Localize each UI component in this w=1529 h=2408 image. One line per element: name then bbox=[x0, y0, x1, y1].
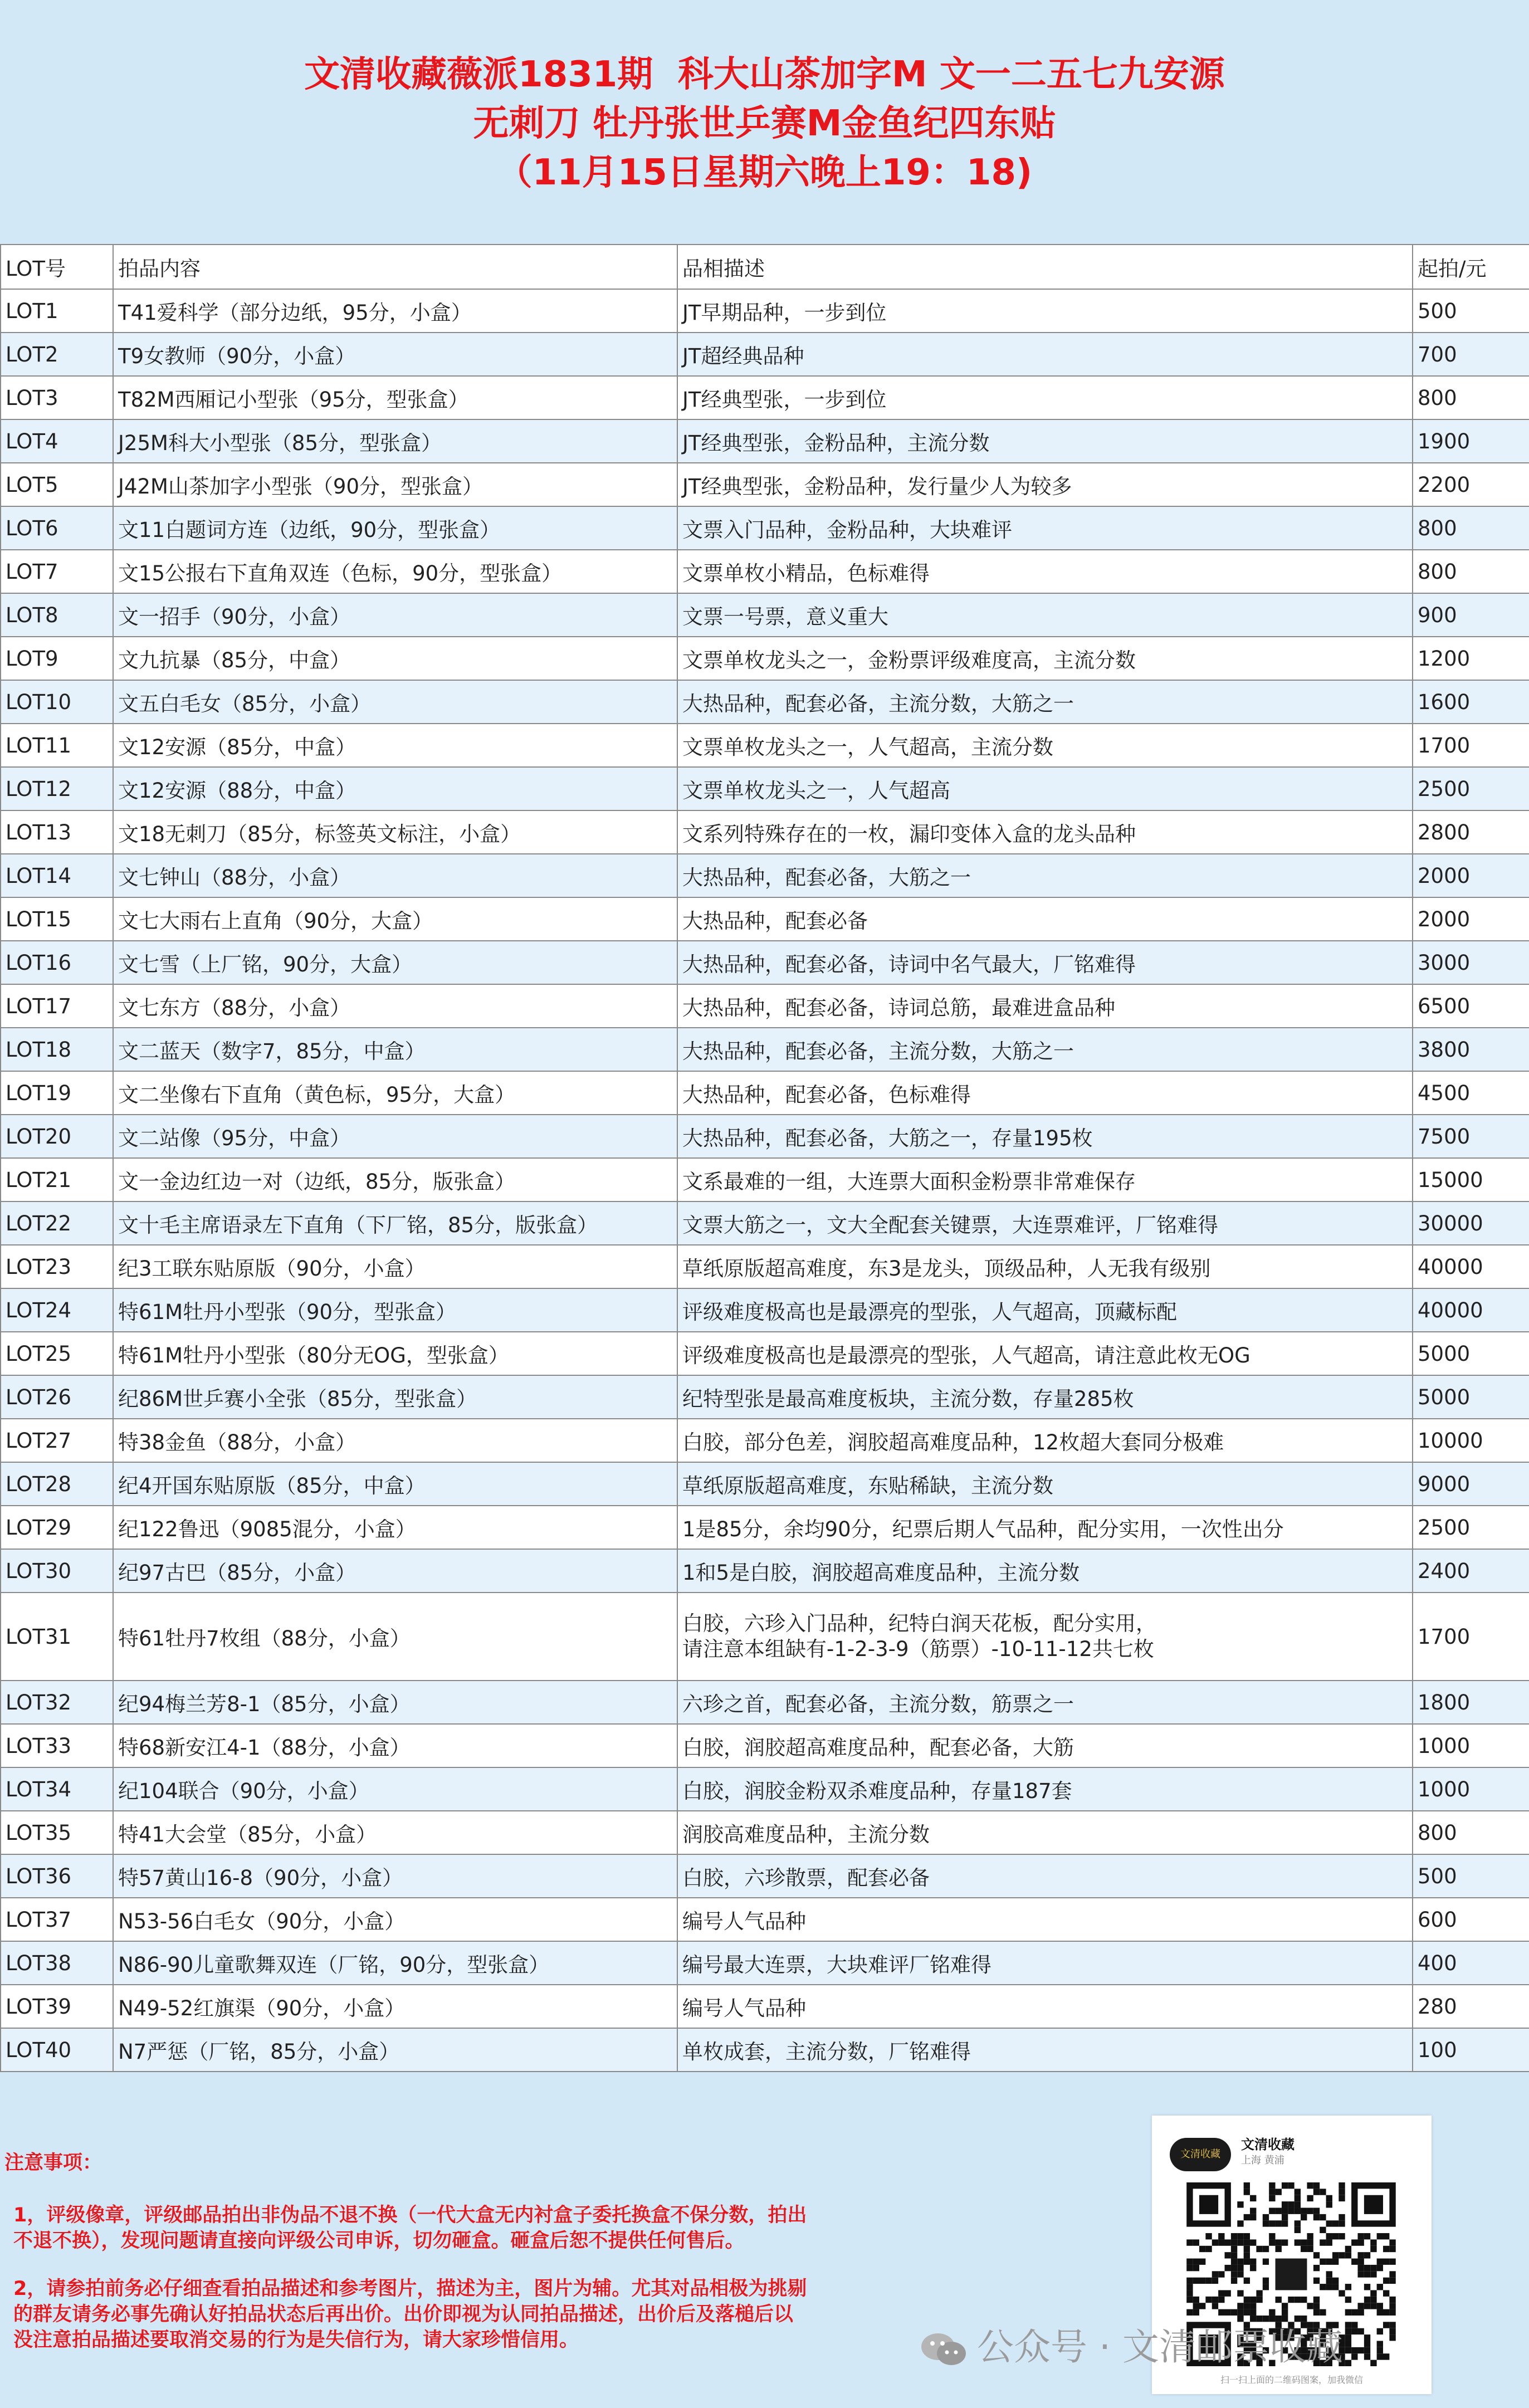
lot-condition: 大热品种，配套必备，诗词总筋，最难进盒品种 bbox=[677, 984, 1413, 1028]
lot-condition: 白胶，六珍散票，配套必备 bbox=[677, 1854, 1413, 1898]
lot-start-price: 6500 bbox=[1413, 984, 1529, 1028]
lot-start-price: 1000 bbox=[1413, 1724, 1529, 1767]
table-row bbox=[1, 1332, 1529, 1375]
lot-condition-line-2: 请注意本组缺有-1-2-3-9（筋票）-10-11-12共七枚 bbox=[682, 1637, 1154, 1661]
lot-start-price: 1700 bbox=[1413, 724, 1529, 767]
table-row bbox=[1, 506, 1529, 550]
lot-condition: 编号人气品种 bbox=[677, 1898, 1413, 1941]
lot-start-price: 2000 bbox=[1413, 854, 1529, 897]
lot-content: 特41大会堂（85分，小盒） bbox=[113, 1811, 677, 1854]
page-title bbox=[0, 50, 1529, 197]
lot-content: 文15公报右下直角双连（色标，90分，型张盒） bbox=[113, 550, 677, 593]
lot-start-price: 1000 bbox=[1413, 1767, 1529, 1811]
table-row bbox=[1, 1115, 1529, 1158]
table-row bbox=[1, 1028, 1529, 1071]
lot-start-price: 5000 bbox=[1413, 1375, 1529, 1419]
table-row bbox=[1, 1201, 1529, 1245]
table-row bbox=[1, 1724, 1529, 1767]
table-row bbox=[1, 333, 1529, 376]
lot-number: LOT12 bbox=[1, 767, 113, 810]
lot-number: LOT39 bbox=[1, 1985, 113, 2028]
lot-content: 文12安源（88分，中盒） bbox=[113, 767, 677, 810]
lot-condition: 白胶，润胶超高难度品种，配套必备，大筋 bbox=[677, 1724, 1413, 1767]
lot-start-price: 5000 bbox=[1413, 1332, 1529, 1375]
lot-condition: 1和5是白胶，润胶超高难度品种，主流分数 bbox=[677, 1549, 1413, 1593]
title-line-1: 文清收藏薇派1831期 科大山茶加字M 文一二五七九安源 bbox=[304, 54, 1225, 95]
lot-content: 文七钟山（88分，小盒） bbox=[113, 854, 677, 897]
table-row bbox=[1, 984, 1529, 1028]
lot-condition: JT经典型张，一步到位 bbox=[677, 376, 1413, 419]
table-row bbox=[1, 767, 1529, 810]
lot-content: 文七东方（88分，小盒） bbox=[113, 984, 677, 1028]
table-row bbox=[1, 376, 1529, 419]
table-row bbox=[1, 897, 1529, 941]
lot-number: LOT13 bbox=[1, 810, 113, 854]
lot-condition: 1是85分，余均90分，纪票后期人气品种，配分实用，一次性出分 bbox=[677, 1506, 1413, 1549]
table-row bbox=[1, 1288, 1529, 1332]
lot-condition: 评级难度极高也是最漂亮的型张，人气超高，顶藏标配 bbox=[677, 1288, 1413, 1332]
lot-start-price: 1700 bbox=[1413, 1593, 1529, 1681]
lot-number: LOT16 bbox=[1, 941, 113, 984]
lot-number: LOT1 bbox=[1, 289, 113, 333]
lot-condition: 文票单枚龙头之一，金粉票评级难度高，主流分数 bbox=[677, 637, 1413, 680]
lot-content: 文七雪（上厂铭，90分，大盒） bbox=[113, 941, 677, 984]
lot-number: LOT18 bbox=[1, 1028, 113, 1071]
lot-start-price: 2500 bbox=[1413, 1506, 1529, 1549]
lot-condition: 大热品种，配套必备，色标难得 bbox=[677, 1071, 1413, 1115]
lot-content: J42M山茶加字小型张（90分，型张盒） bbox=[113, 463, 677, 506]
lot-number: LOT23 bbox=[1, 1245, 113, 1288]
lot-content: 文二坐像右下直角（黄色标，95分，大盒） bbox=[113, 1071, 677, 1115]
lot-start-price: 4500 bbox=[1413, 1071, 1529, 1115]
table-row bbox=[1, 1681, 1529, 1724]
lot-start-price: 800 bbox=[1413, 506, 1529, 550]
lot-condition: 文票单枚龙头之一，人气超高，主流分数 bbox=[677, 724, 1413, 767]
header-lot: LOT号 bbox=[1, 245, 113, 289]
table-row bbox=[1, 550, 1529, 593]
lot-start-price: 800 bbox=[1413, 376, 1529, 419]
lot-content: 文二蓝天（数字7，85分，中盒） bbox=[113, 1028, 677, 1071]
lot-content: 文五白毛女（85分，小盒） bbox=[113, 680, 677, 724]
lot-number: LOT11 bbox=[1, 724, 113, 767]
lot-start-price: 2400 bbox=[1413, 1549, 1529, 1593]
lot-number: LOT3 bbox=[1, 376, 113, 419]
lot-start-price: 280 bbox=[1413, 1985, 1529, 2028]
lot-condition: JT经典型张，金粉品种，发行量少人为较多 bbox=[677, 463, 1413, 506]
lot-condition-line-1: 白胶，六珍入门品种，纪特白润天花板，配分实用， bbox=[682, 1611, 1156, 1635]
lot-content: 特38金鱼（88分，小盒） bbox=[113, 1419, 677, 1462]
lot-condition: 文票单枚小精品，色标难得 bbox=[677, 550, 1413, 593]
lot-number: LOT35 bbox=[1, 1811, 113, 1854]
lot-start-price: 15000 bbox=[1413, 1158, 1529, 1201]
title-line-3: （11月15日星期六晚上19：18) bbox=[496, 152, 1033, 193]
table-row bbox=[1, 593, 1529, 637]
lot-number: LOT30 bbox=[1, 1549, 113, 1593]
lot-start-price: 800 bbox=[1413, 550, 1529, 593]
lot-condition: 润胶高难度品种，主流分数 bbox=[677, 1811, 1413, 1854]
title-line-2: 无刺刀 牡丹张世乒赛M金鱼纪四东贴 bbox=[473, 103, 1056, 144]
lot-start-price: 3800 bbox=[1413, 1028, 1529, 1071]
lot-start-price: 9000 bbox=[1413, 1462, 1529, 1506]
lot-condition: 白胶，润胶金粉双杀难度品种，存量187套 bbox=[677, 1767, 1413, 1811]
table-row bbox=[1, 1941, 1529, 1985]
lot-number: LOT5 bbox=[1, 463, 113, 506]
table-row bbox=[1, 680, 1529, 724]
lot-content: 纪97古巴（85分，小盒） bbox=[113, 1549, 677, 1593]
lot-content: 纪104联合（90分，小盒） bbox=[113, 1767, 677, 1811]
watermark bbox=[919, 2317, 1343, 2370]
lot-condition: 文系列特殊存在的一枚，漏印变体入盒的龙头品种 bbox=[677, 810, 1413, 854]
qr-location: 上海 黄浦 bbox=[1241, 2155, 1284, 2166]
lot-start-price: 600 bbox=[1413, 1898, 1529, 1941]
lot-number: LOT22 bbox=[1, 1201, 113, 1245]
lot-table-body bbox=[1, 289, 1529, 2072]
lot-content: 文二站像（95分，中盒） bbox=[113, 1115, 677, 1158]
lot-start-price: 7500 bbox=[1413, 1115, 1529, 1158]
lot-number: LOT31 bbox=[1, 1593, 113, 1681]
lot-condition: 纪特型张是最高难度板块，主流分数，存量285枚 bbox=[677, 1375, 1413, 1419]
notes-item-1 bbox=[4, 2202, 873, 2254]
lot-start-price: 10000 bbox=[1413, 1419, 1529, 1462]
lot-condition: JT早期品种，一步到位 bbox=[677, 289, 1413, 333]
lot-start-price: 400 bbox=[1413, 1941, 1529, 1985]
notes-section bbox=[4, 2150, 873, 2375]
header-content: 拍品内容 bbox=[113, 245, 677, 289]
lot-start-price: 500 bbox=[1413, 1854, 1529, 1898]
lot-start-price: 1800 bbox=[1413, 1681, 1529, 1724]
lot-condition: 大热品种，配套必备，大筋之一 bbox=[677, 854, 1413, 897]
lot-number: LOT24 bbox=[1, 1288, 113, 1332]
lot-number: LOT2 bbox=[1, 333, 113, 376]
header-start-price: 起拍/元 bbox=[1413, 245, 1529, 289]
table-row bbox=[1, 2028, 1529, 2072]
table-row bbox=[1, 289, 1529, 333]
lot-condition: JT经典型张，金粉品种，主流分数 bbox=[677, 419, 1413, 463]
notes-item-1-line-2: 不退不换），发现问题请直接向评级公司申诉，切勿砸盒。砸盒后恕不提供任何售后。 bbox=[13, 2230, 745, 2252]
lot-content: 文七大雨右上直角（90分，大盒） bbox=[113, 897, 677, 941]
wechat-icon bbox=[919, 2331, 969, 2368]
lot-number: LOT34 bbox=[1, 1767, 113, 1811]
lot-content: 特61M牡丹小型张（90分，型张盒） bbox=[113, 1288, 677, 1332]
notes-item-2-line-2: 的群友请务必事先确认好拍品状态后再出价。出价即视为认同拍品描述，出价后及落槌后以 bbox=[13, 2303, 794, 2326]
lot-table bbox=[0, 244, 1529, 2072]
table-row bbox=[1, 419, 1529, 463]
lot-number: LOT40 bbox=[1, 2028, 113, 2072]
lot-condition: 六珍之首，配套必备，主流分数，筋票之一 bbox=[677, 1681, 1413, 1724]
table-row bbox=[1, 637, 1529, 680]
lot-number: LOT19 bbox=[1, 1071, 113, 1115]
lot-condition: 文票大筋之一，文大全配套关键票，大连票难评，厂铭难得 bbox=[677, 1201, 1413, 1245]
lot-number: LOT14 bbox=[1, 854, 113, 897]
lot-number: LOT26 bbox=[1, 1375, 113, 1419]
lot-condition: 白胶，部分色差，润胶超高难度品种，12枚超大套同分极难 bbox=[677, 1419, 1413, 1462]
lot-content: N86-90儿童歌舞双连（厂铭，90分，型张盒） bbox=[113, 1941, 677, 1985]
lot-start-price: 2800 bbox=[1413, 810, 1529, 854]
table-row bbox=[1, 1898, 1529, 1941]
lot-content: 文九抗暴（85分，中盒） bbox=[113, 637, 677, 680]
lot-number: LOT10 bbox=[1, 680, 113, 724]
table-row bbox=[1, 463, 1529, 506]
table-row bbox=[1, 1985, 1529, 2028]
lot-number: LOT36 bbox=[1, 1854, 113, 1898]
lot-number: LOT15 bbox=[1, 897, 113, 941]
lot-number: LOT37 bbox=[1, 1898, 113, 1941]
lot-number: LOT4 bbox=[1, 419, 113, 463]
lot-content: 特61牡丹7枚组（88分，小盒） bbox=[113, 1593, 677, 1681]
lot-start-price: 900 bbox=[1413, 593, 1529, 637]
lot-condition: 文票一号票，意义重大 bbox=[677, 593, 1413, 637]
lot-number: LOT33 bbox=[1, 1724, 113, 1767]
lot-content: 文11白题词方连（边纸，90分，型张盒） bbox=[113, 506, 677, 550]
table-row bbox=[1, 1811, 1529, 1854]
lot-start-price: 1200 bbox=[1413, 637, 1529, 680]
lot-content: 文一金边红边一对（边纸，85分，版张盒） bbox=[113, 1158, 677, 1201]
table-row bbox=[1, 1419, 1529, 1462]
lot-number: LOT6 bbox=[1, 506, 113, 550]
lot-content: J25M科大小型张（85分，型张盒） bbox=[113, 419, 677, 463]
lot-start-price: 1600 bbox=[1413, 680, 1529, 724]
table-row bbox=[1, 941, 1529, 984]
lot-start-price: 30000 bbox=[1413, 1201, 1529, 1245]
table-row bbox=[1, 1854, 1529, 1898]
lot-content: 特61M牡丹小型张（80分无OG，型张盒） bbox=[113, 1332, 677, 1375]
lot-start-price: 2200 bbox=[1413, 463, 1529, 506]
qr-footer: 扫一扫上面的二维码图案，加我微信 bbox=[1220, 2375, 1363, 2385]
table-row bbox=[1, 1462, 1529, 1506]
lot-content: N53-56白毛女（90分，小盒） bbox=[113, 1898, 677, 1941]
lot-number: LOT28 bbox=[1, 1462, 113, 1506]
lot-content: 纪86M世乒赛小全张（85分，型张盒） bbox=[113, 1375, 677, 1419]
lot-condition: 评级难度极高也是最漂亮的型张，人气超高，请注意此枚无OG bbox=[677, 1332, 1413, 1375]
lot-number: LOT32 bbox=[1, 1681, 113, 1724]
lot-start-price: 2500 bbox=[1413, 767, 1529, 810]
lot-content: T9女教师（90分，小盒） bbox=[113, 333, 677, 376]
header-condition: 品相描述 bbox=[677, 245, 1413, 289]
table-row bbox=[1, 1767, 1529, 1811]
lot-number: LOT38 bbox=[1, 1941, 113, 1985]
lot-start-price: 2000 bbox=[1413, 897, 1529, 941]
lot-start-price: 40000 bbox=[1413, 1288, 1529, 1332]
lot-content: 纪3工联东贴原版（90分，小盒） bbox=[113, 1245, 677, 1288]
lot-condition: 大热品种，配套必备，主流分数，大筋之一 bbox=[677, 680, 1413, 724]
lot-content: 文18无刺刀（85分，标签英文标注，小盒） bbox=[113, 810, 677, 854]
lot-content: 纪94梅兰芳8-1（85分，小盒） bbox=[113, 1681, 677, 1724]
lot-condition: 编号人气品种 bbox=[677, 1985, 1413, 2028]
lot-number: LOT21 bbox=[1, 1158, 113, 1201]
lot-content: 特68新安江4-1（88分，小盒） bbox=[113, 1724, 677, 1767]
lot-condition: 大热品种，配套必备，主流分数，大筋之一 bbox=[677, 1028, 1413, 1071]
lot-condition: 文系最难的一组，大连票大面积金粉票非常难保存 bbox=[677, 1158, 1413, 1201]
lot-number: LOT9 bbox=[1, 637, 113, 680]
notes-item-2 bbox=[4, 2276, 873, 2353]
table-header-row bbox=[1, 245, 1529, 289]
lot-condition: 大热品种，配套必备 bbox=[677, 897, 1413, 941]
table-row bbox=[1, 724, 1529, 767]
lot-content: 特57黄山16-8（90分，小盒） bbox=[113, 1854, 677, 1898]
lot-content: N7严惩（厂铭，85分，小盒） bbox=[113, 2028, 677, 2072]
table-row bbox=[1, 1071, 1529, 1115]
table-row bbox=[1, 1245, 1529, 1288]
lot-condition: 编号最大连票，大块难评厂铭难得 bbox=[677, 1941, 1413, 1985]
qr-logo: 文清收藏 bbox=[1170, 2138, 1231, 2171]
table-row bbox=[1, 1375, 1529, 1419]
lot-content: 文12安源（85分，中盒） bbox=[113, 724, 677, 767]
lot-start-price: 40000 bbox=[1413, 1245, 1529, 1288]
table-row bbox=[1, 810, 1529, 854]
lot-number: LOT25 bbox=[1, 1332, 113, 1375]
lot-condition: 大热品种，配套必备，诗词中名气最大，厂铭难得 bbox=[677, 941, 1413, 984]
lot-content: 文一招手（90分，小盒） bbox=[113, 593, 677, 637]
lot-number: LOT7 bbox=[1, 550, 113, 593]
lot-start-price: 800 bbox=[1413, 1811, 1529, 1854]
lot-number: LOT17 bbox=[1, 984, 113, 1028]
lot-condition: 草纸原版超高难度，东贴稀缺，主流分数 bbox=[677, 1462, 1413, 1506]
lot-condition: JT超经典品种 bbox=[677, 333, 1413, 376]
lot-start-price: 500 bbox=[1413, 289, 1529, 333]
lot-number: LOT27 bbox=[1, 1419, 113, 1462]
table-row bbox=[1, 1549, 1529, 1593]
lot-condition: 文票入门品种，金粉品种，大块难评 bbox=[677, 506, 1413, 550]
lot-start-price: 100 bbox=[1413, 2028, 1529, 2072]
lot-content: N49-52红旗渠（90分，小盒） bbox=[113, 1985, 677, 2028]
lot-content: 纪4开国东贴原版（85分，中盒） bbox=[113, 1462, 677, 1506]
lot-condition: 草纸原版超高难度，东3是龙头，顶级品种，人无我有级别 bbox=[677, 1245, 1413, 1288]
lot-condition bbox=[677, 1593, 1413, 1681]
table-row bbox=[1, 1506, 1529, 1549]
watermark-text: 公众号 · 文清邮票收藏 bbox=[977, 2326, 1343, 2368]
lot-start-price: 3000 bbox=[1413, 941, 1529, 984]
lot-number: LOT20 bbox=[1, 1115, 113, 1158]
notes-item-2-line-3: 没注意拍品描述要取消交易的行为是失信行为，请大家珍惜信用。 bbox=[13, 2329, 579, 2351]
lot-condition: 文票单枚龙头之一，人气超高 bbox=[677, 767, 1413, 810]
notes-heading: 注意事项： bbox=[4, 2152, 102, 2174]
table-row bbox=[1, 1593, 1529, 1681]
lot-start-price: 1900 bbox=[1413, 419, 1529, 463]
lot-content: T41爱科学（部分边纸，95分，小盒） bbox=[113, 289, 677, 333]
lot-content: 纪122鲁迅（9085混分，小盒） bbox=[113, 1506, 677, 1549]
lot-number: LOT8 bbox=[1, 593, 113, 637]
lot-start-price: 700 bbox=[1413, 333, 1529, 376]
lot-number: LOT29 bbox=[1, 1506, 113, 1549]
lot-content: 文十毛主席语录左下直角（下厂铭，85分，版张盒） bbox=[113, 1201, 677, 1245]
lot-content: T82M西厢记小型张（95分，型张盒） bbox=[113, 376, 677, 419]
table-row bbox=[1, 854, 1529, 897]
notes-item-2-line-1: 2，请参拍前务必仔细查看拍品描述和参考图片，描述为主，图片为辅。尤其对品相极为挑剔 bbox=[13, 2278, 807, 2300]
lot-condition: 单枚成套，主流分数，厂铭难得 bbox=[677, 2028, 1413, 2072]
lot-condition: 大热品种，配套必备，大筋之一，存量195枚 bbox=[677, 1115, 1413, 1158]
table-row bbox=[1, 1158, 1529, 1201]
qr-account-name: 文清收藏 bbox=[1241, 2137, 1294, 2152]
notes-item-1-line-1: 1，评级像章，评级邮品拍出非伪品不退不换（一代大盒无内衬盒子委托换盒不保分数，拍出 bbox=[13, 2204, 807, 2226]
